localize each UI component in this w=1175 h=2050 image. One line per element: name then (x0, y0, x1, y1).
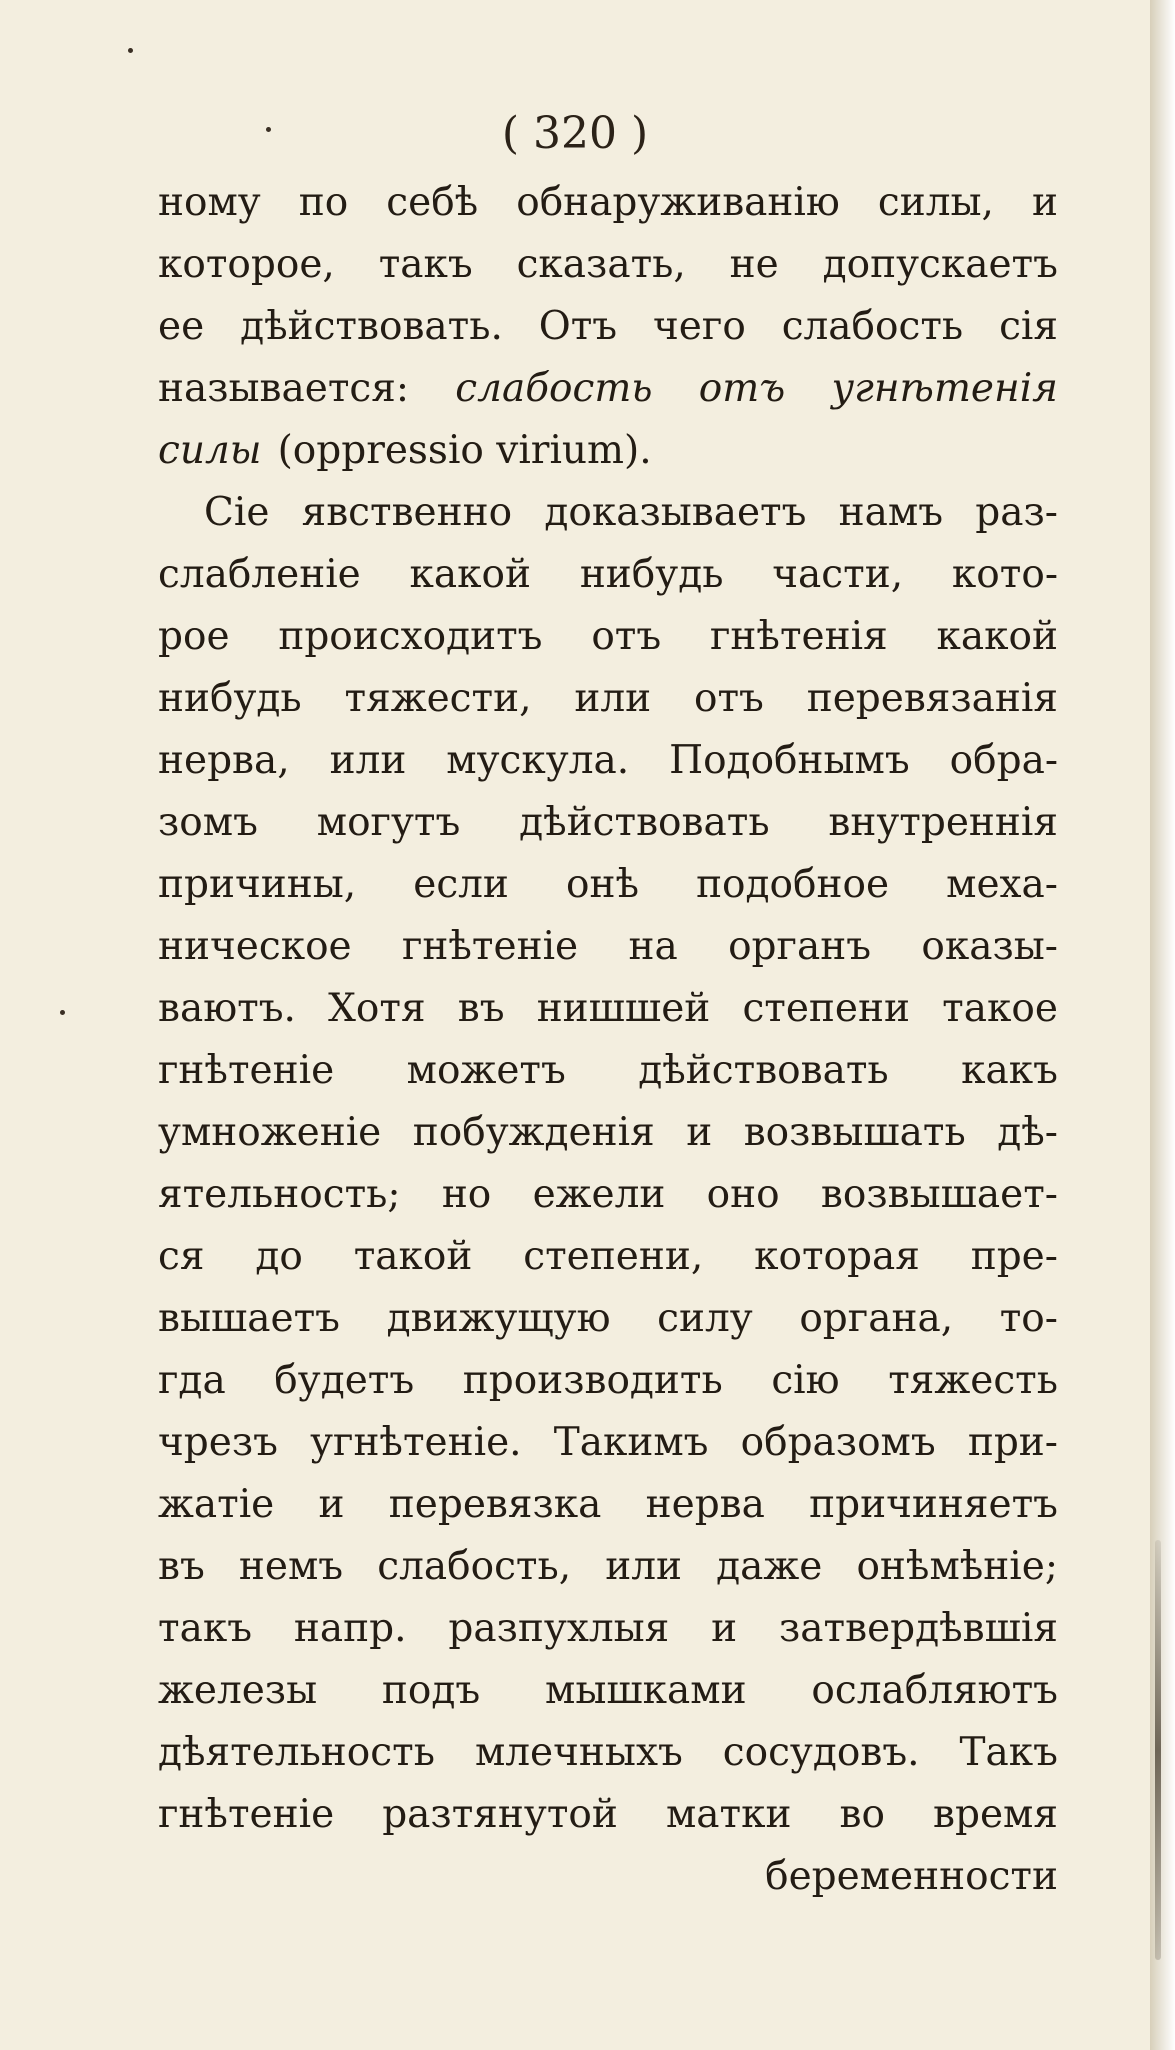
word: нерва (645, 1482, 765, 1527)
word: Хотя (328, 986, 426, 1031)
word: степени (742, 986, 910, 1031)
word: оно (706, 1172, 780, 1217)
word: до (255, 1234, 303, 1279)
word: по (298, 180, 349, 225)
word: онѣмѣніе; (856, 1544, 1058, 1589)
text-line (158, 916, 1058, 978)
text-line (158, 1722, 1058, 1784)
word: онѣ (566, 862, 639, 907)
text-line (158, 1102, 1058, 1164)
word: на (628, 924, 678, 969)
word: Такимъ (553, 1420, 709, 1465)
word: дѣятельность (158, 1730, 435, 1775)
text-line (158, 1226, 1058, 1288)
word: но (441, 1172, 492, 1217)
text-line (158, 1288, 1058, 1350)
word: (oppressio virium). (277, 428, 652, 473)
word: железы (158, 1668, 318, 1713)
word: ному (158, 180, 261, 225)
word: и (1031, 180, 1058, 225)
word: жатіе (158, 1482, 275, 1527)
text-line (158, 792, 1058, 854)
word: образомъ (740, 1420, 936, 1465)
word: тяжести, (344, 676, 532, 721)
word: время (933, 1792, 1058, 1837)
text-line (158, 668, 1058, 730)
word: силу (657, 1296, 753, 1341)
word: перевязка (388, 1482, 602, 1527)
word: кото- (951, 552, 1058, 597)
text-line (158, 1164, 1058, 1226)
word: слабость (455, 366, 653, 411)
text-line (158, 482, 1058, 544)
word: разтянутой (382, 1792, 618, 1837)
word: умноженіе (158, 1110, 382, 1155)
word: ятельность; (158, 1172, 401, 1217)
word: нерва, (158, 738, 290, 783)
word: степени, (523, 1234, 704, 1279)
word: Отъ (538, 304, 618, 349)
word: мускула. (446, 738, 630, 783)
word: раз- (975, 490, 1058, 535)
word: органа, (799, 1296, 954, 1341)
word: вышаетъ (158, 1296, 340, 1341)
word: угнѣтеніе. (310, 1420, 522, 1465)
word: гнѣтеніе (158, 1792, 335, 1837)
text-line (158, 854, 1058, 916)
word: допускаетъ (822, 242, 1058, 287)
word: намъ (838, 490, 944, 535)
word: дѣйствовать (519, 800, 770, 845)
word: Подобнымъ (669, 738, 910, 783)
word: возвышает- (820, 1172, 1058, 1217)
word: млечныхъ (474, 1730, 683, 1775)
text-line (158, 1350, 1058, 1412)
word: такъ (378, 242, 473, 287)
word: такое (942, 986, 1058, 1031)
word: Сіе (204, 490, 270, 535)
word: слабость (781, 304, 964, 349)
word: то- (999, 1296, 1058, 1341)
word: которая (754, 1234, 920, 1279)
word: могутъ (316, 800, 461, 845)
word: какой (936, 614, 1058, 659)
word: зомъ (158, 800, 258, 845)
text-line (158, 358, 1058, 420)
text-line (158, 606, 1058, 668)
word: дѣ- (997, 1110, 1058, 1155)
word: гнѣтенія (710, 614, 888, 659)
text-line (158, 1660, 1058, 1722)
word: обнаруживанію (516, 180, 840, 225)
word: пре- (970, 1234, 1058, 1279)
word: слабость, (377, 1544, 572, 1589)
word: силы (158, 428, 262, 473)
word: дѣйствовать (638, 1048, 889, 1093)
text-line (158, 1598, 1058, 1660)
word: сосудовъ. (722, 1730, 920, 1775)
word: которое, (158, 242, 335, 287)
word: не (729, 242, 779, 287)
word: движущую (386, 1296, 611, 1341)
text-line (158, 296, 1058, 358)
text-line (158, 1412, 1058, 1474)
ink-speck (60, 1010, 65, 1015)
word: подобное (696, 862, 890, 907)
word: разпухлыя (448, 1606, 670, 1651)
word: беременности (765, 1854, 1058, 1899)
text-line (158, 730, 1058, 792)
word: производить (462, 1358, 723, 1403)
word: слабленіе (158, 552, 361, 597)
word: и (686, 1110, 713, 1155)
word: сказать, (516, 242, 686, 287)
word: себѣ (386, 180, 479, 225)
word: напр. (293, 1606, 407, 1651)
word: ся (158, 1234, 205, 1279)
word: отъ (591, 614, 662, 659)
word: или (329, 738, 407, 783)
word: части, (772, 552, 904, 597)
word: такъ (158, 1606, 253, 1651)
word: явственно (301, 490, 513, 535)
page-edge (1150, 0, 1175, 2050)
word: подъ (381, 1668, 481, 1713)
word: перевязанія (806, 676, 1058, 721)
text-line (158, 1846, 1058, 1908)
word: такой (353, 1234, 473, 1279)
word: органъ (728, 924, 872, 969)
word: нишшей (536, 986, 711, 1031)
word: при- (967, 1420, 1058, 1465)
word: обра- (949, 738, 1058, 783)
word: причиняетъ (809, 1482, 1058, 1527)
word: силы, (877, 180, 994, 225)
word: доказываетъ (544, 490, 807, 535)
ink-speck (128, 48, 133, 53)
word: сію (771, 1358, 840, 1403)
word: ослабляютъ (811, 1668, 1058, 1713)
word: можетъ (406, 1048, 566, 1093)
word: внутреннія (828, 800, 1058, 845)
word: побужденія (412, 1110, 655, 1155)
word: какой (409, 552, 532, 597)
text-line (158, 544, 1058, 606)
word: или (605, 1544, 682, 1589)
word: Такъ (959, 1730, 1058, 1775)
word: чрезъ (158, 1420, 278, 1465)
text-line (158, 978, 1058, 1040)
word: чего (653, 304, 746, 349)
word: сія (999, 304, 1058, 349)
page-number: ( 320 ) (501, 108, 649, 159)
word: называется: (158, 366, 410, 411)
word: мышками (545, 1668, 747, 1713)
word: оказы- (921, 924, 1058, 969)
word: угнѣтенія (831, 366, 1058, 411)
word: въ (457, 986, 505, 1031)
word: немъ (238, 1544, 344, 1589)
binding-shadow (1155, 1540, 1161, 1960)
word: отъ (693, 676, 764, 721)
word: будетъ (274, 1358, 415, 1403)
word: причины, (158, 862, 357, 907)
word: ваютъ. (158, 986, 296, 1031)
word: въ (158, 1544, 205, 1589)
word: если (413, 862, 509, 907)
word: ническое (158, 924, 352, 969)
word: даже (716, 1544, 823, 1589)
word: и (711, 1606, 738, 1651)
word: или (574, 676, 652, 721)
word: гнѣтеніе (158, 1048, 335, 1093)
word: гда (158, 1358, 226, 1403)
word: меха- (946, 862, 1058, 907)
text-line (158, 1474, 1058, 1536)
word: отъ (698, 366, 786, 411)
text-line (158, 1784, 1058, 1846)
word: возвышать (743, 1110, 966, 1155)
word: дѣйствовать. (240, 304, 503, 349)
word: гнѣтеніе (401, 924, 579, 969)
word: какъ (961, 1048, 1058, 1093)
word: ее (158, 304, 205, 349)
word: рое (158, 614, 230, 659)
text-line (158, 1040, 1058, 1102)
word: нибудь (158, 676, 302, 721)
word: во (839, 1792, 885, 1837)
word: ежели (532, 1172, 666, 1217)
word: затвердѣвшія (779, 1606, 1058, 1651)
word: происходитъ (278, 614, 543, 659)
text-line (158, 172, 1058, 234)
word: тяжесть (888, 1358, 1058, 1403)
word: матки (665, 1792, 792, 1837)
text-line (158, 234, 1058, 296)
word: нибудь (579, 552, 724, 597)
text-line (158, 1536, 1058, 1598)
word: и (318, 1482, 345, 1527)
body-text (158, 172, 1058, 1908)
text-line (158, 420, 1058, 482)
